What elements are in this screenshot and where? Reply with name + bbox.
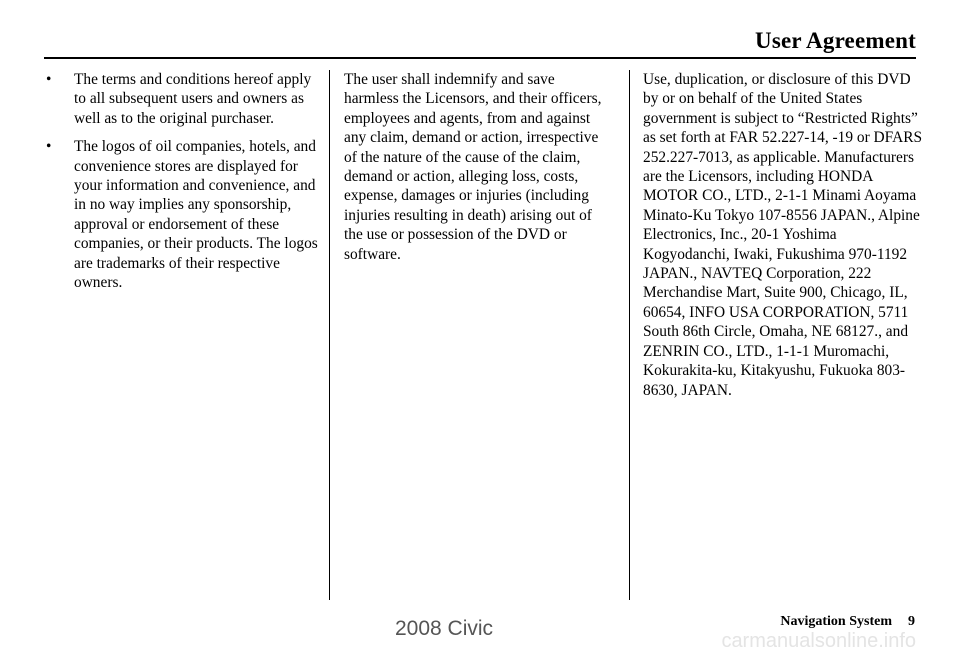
- page-title: User Agreement: [755, 28, 916, 53]
- bullet-icon: •: [46, 138, 52, 156]
- column-divider: [629, 70, 630, 600]
- page-number: 9: [908, 614, 915, 629]
- bullet-item: [44, 70, 322, 128]
- header-rule: [44, 57, 916, 59]
- middle-column: [344, 70, 612, 264]
- bullet-text: The logos of oil companies, hotels, and convenience stores are displayed for your information and convenience, and in no way implies any sponsorship, approval or endorsement of these companies, or their products. The logos are trademarks of their respective owners.: [74, 138, 318, 292]
- model-watermark: 2008 Civic: [395, 617, 494, 640]
- column-divider: [329, 70, 330, 600]
- indemnity-paragraph: The user shall indemnify and save harmless the Licensors, and their officers, employees and agents, from and against any claim, demand or action, irrespective of the nature of the cause of the claim, demand or action, alleging loss, costs, expense, damages or injuries (including injuries resulting in death) arising out of the use or possession of the DVD or software.: [344, 71, 602, 263]
- footer-section-title: Navigation System: [780, 614, 892, 629]
- left-column: [44, 70, 322, 301]
- site-watermark: carmanualsonline.info: [721, 630, 916, 652]
- bullet-icon: •: [46, 71, 52, 88]
- bullet-text: The terms and conditions hereof apply to all subsequent users and owners as well as to the original purchaser.: [74, 71, 312, 127]
- bullet-item: [44, 137, 322, 292]
- bullet-list: [44, 70, 322, 292]
- restricted-rights-paragraph: Use, duplication, or disclosure of this DVD by or on behalf of the United States government is subject to “Restricted Rights” as set forth at FAR 52.227-14, -19 or DFARS 252.227-7013, as applicable. Manufacturers are the Licensors, including HONDA MOTOR CO., LTD., 2-1-1 Minami Aoyama Minato-Ku Tokyo 107-8556 JAPAN., Alpine Electronics, Inc., 20-1 Yoshima Kogyodanchi, Iwaki, Fukushima 970-1192 JAPAN., NAVTEQ Corporation, 222 Merchandise Mart, Suite 900, Chicago, IL, 60654, INFO USA CORPORATION, 5711 South 86th Circle, Omaha, NE 68127., and ZENRIN CO., LTD., 1-1-1 Muromachi, Kokurakita-ku, Kitakyushu, Fukuoka 803-8630, JAPAN.: [643, 71, 923, 399]
- right-column: [643, 70, 923, 400]
